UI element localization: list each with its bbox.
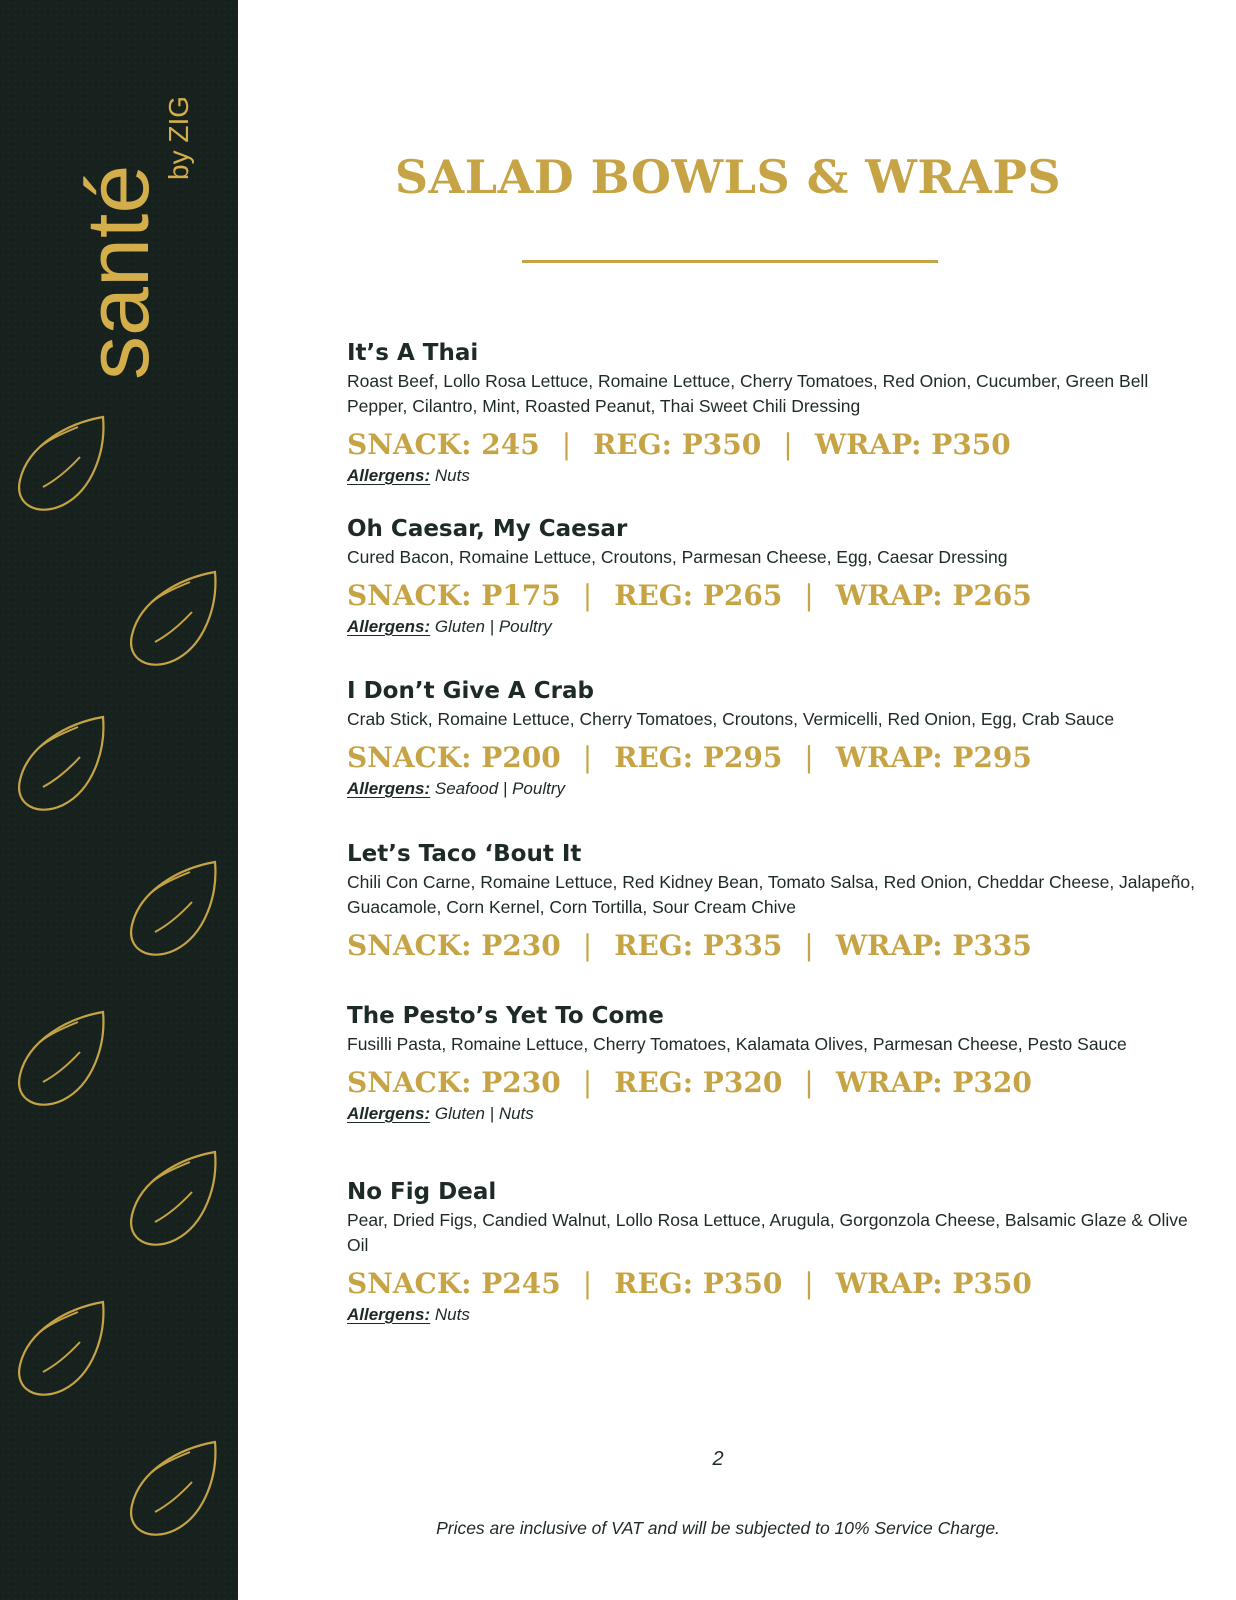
allergens-label: Allergens:: [347, 466, 431, 485]
footnote: Prices are inclusive of VAT and will be subjected to 10% Service Charge.: [436, 1518, 1000, 1538]
menu-item: [347, 339, 1207, 487]
item-prices: [347, 1065, 1207, 1101]
price-separator: |: [582, 579, 593, 612]
price-wrap: WRAP: P335: [835, 929, 1032, 962]
price-separator: |: [804, 579, 814, 612]
price-separator: |: [804, 1066, 814, 1099]
price-reg: REG: P350: [614, 1267, 783, 1300]
leaf-icon: [8, 405, 113, 524]
item-name: Let’s Taco ‘Bout It: [347, 841, 582, 867]
item-prices: [347, 928, 1207, 964]
allergens-value: Nuts: [434, 466, 470, 485]
price-reg: REG: P350: [593, 428, 762, 461]
leaf-icon: [120, 560, 225, 679]
price-separator: |: [582, 1267, 593, 1300]
price-reg: REG: P295: [614, 741, 783, 774]
allergens-label: Allergens:: [347, 779, 431, 798]
item-name: It’s A Thai: [347, 340, 479, 366]
price-separator: |: [804, 1267, 814, 1300]
price-wrap: WRAP: P350: [814, 428, 1011, 461]
menu-item: [347, 840, 1207, 964]
menu-item: [347, 1002, 1207, 1125]
item-prices: [347, 578, 1207, 614]
item-description: Crab Stick, Romaine Lettuce, Cherry Tomatoes, Croutons, Vermicelli, Red Onion, Egg, Crab Sauce: [347, 709, 1115, 729]
allergens-value: Gluten | Nuts: [434, 1104, 534, 1123]
allergens-label: Allergens:: [347, 1104, 431, 1123]
price-snack: SNACK: P230: [347, 1066, 561, 1099]
price-separator: |: [561, 428, 572, 461]
price-wrap: WRAP: P350: [835, 1267, 1032, 1300]
menu-item: [347, 1178, 1207, 1326]
price-wrap: WRAP: P265: [835, 579, 1032, 612]
price-wrap: WRAP: P320: [835, 1066, 1032, 1099]
item-allergens: [347, 465, 1207, 487]
title-divider: [522, 260, 938, 263]
item-description: Cured Bacon, Romaine Lettuce, Croutons, Parmesan Cheese, Egg, Caesar Dressing: [347, 547, 1008, 567]
sidebar: [0, 0, 238, 1600]
brand-logo: [48, 60, 208, 390]
item-description: Fusilli Pasta, Romaine Lettuce, Cherry Tomatoes, Kalamata Olives, Parmesan Cheese, Pesto Sauce: [347, 1034, 1127, 1054]
allergens-label: Allergens:: [347, 1305, 431, 1324]
price-separator: |: [804, 741, 814, 774]
item-allergens: [347, 1103, 1207, 1125]
leaf-icon: [8, 1000, 113, 1119]
price-separator: |: [804, 929, 814, 962]
leaf-icon: [8, 1290, 113, 1409]
item-name: The Pesto’s Yet To Come: [347, 1003, 664, 1029]
item-name: No Fig Deal: [347, 1179, 497, 1205]
item-prices: [347, 427, 1207, 463]
menu-page: [238, 0, 1236, 1600]
menu-item: [347, 515, 1207, 638]
item-prices: [347, 1266, 1207, 1302]
allergens-value: Seafood | Poultry: [434, 779, 565, 798]
allergens-label: Allergens:: [347, 617, 431, 636]
item-name: Oh Caesar, My Caesar: [347, 516, 628, 542]
item-allergens: [347, 616, 1207, 638]
leaf-icon: [8, 705, 113, 824]
item-allergens: [347, 1304, 1207, 1326]
allergens-value: Nuts: [434, 1305, 470, 1324]
page-title: SALAD BOWLS & WRAPS: [394, 150, 1062, 204]
price-snack: SNACK: P200: [347, 741, 561, 774]
price-wrap: WRAP: P295: [835, 741, 1032, 774]
price-separator: |: [582, 741, 593, 774]
allergens-value: Gluten | Poultry: [434, 617, 552, 636]
logo-wordmark: santé: [68, 164, 167, 380]
price-separator: |: [783, 428, 793, 461]
price-snack: SNACK: P175: [347, 579, 561, 612]
leaf-icon: [120, 1430, 225, 1549]
price-separator: |: [582, 1066, 593, 1099]
item-description: Roast Beef, Lollo Rosa Lettuce, Romaine Lettuce, Cherry Tomatoes, Red Onion, Cucumber, Green Bell Pepper, Cilantro, Mint, Roasted Peanut, Thai Sweet Chili Dressing: [347, 371, 1149, 416]
item-allergens: [347, 778, 1207, 800]
menu-item: [347, 677, 1207, 800]
item-description: Pear, Dried Figs, Candied Walnut, Lollo Rosa Lettuce, Arugula, Gorgonzola Cheese, Balsamic Glaze & Olive Oil: [347, 1210, 1188, 1255]
page-number: 2: [712, 1448, 724, 1470]
price-snack: SNACK: P245: [347, 1267, 561, 1300]
logo-subtext: by ZIG: [163, 95, 194, 180]
price-snack: SNACK: P230: [347, 929, 561, 962]
leaf-icon: [120, 850, 225, 969]
leaf-icon: [120, 1140, 225, 1259]
price-reg: REG: P265: [614, 579, 783, 612]
item-description: Chili Con Carne, Romaine Lettuce, Red Kidney Bean, Tomato Salsa, Red Onion, Cheddar Cheese, Jalapeño, Guacamole, Corn Kernel, Corn Tortilla, Sour Cream Chive: [347, 872, 1195, 917]
price-separator: |: [582, 929, 593, 962]
item-name: I Don’t Give A Crab: [347, 678, 594, 704]
price-reg: REG: P335: [614, 929, 783, 962]
item-prices: [347, 740, 1207, 776]
price-reg: REG: P320: [614, 1066, 783, 1099]
price-snack: SNACK: 245: [347, 428, 540, 461]
